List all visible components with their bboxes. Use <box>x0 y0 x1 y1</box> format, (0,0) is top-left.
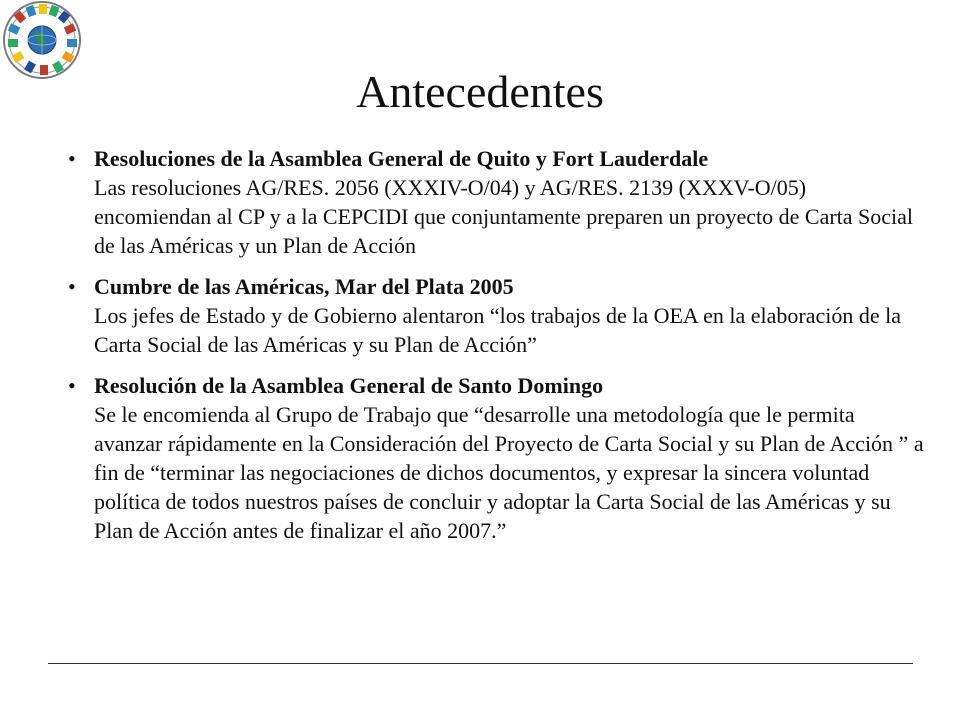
bullet-heading: Resolución de la Asamblea General de Santo Domingo <box>94 373 604 398</box>
bullet-body: Se le encomienda al Grupo de Trabajo que “desarrolle una metodología que le permita avanzar rápidamente en la Consideración del Proyecto de Carta Social y su Plan de Acción ” a fin de “terminar las negociaciones de dichos documentos, y expresar la sincera voluntad política de todos nuestros países de concluir y adoptar la Carta Social de las Américas y su Plan de Acción antes de finalizar el año 2007.” <box>94 402 924 543</box>
list-item <box>64 144 924 260</box>
bullet-body: Las resoluciones AG/RES. 2056 (XXXIV-O/04) y AG/RES. 2139 (XXXV-O/05) encomiendan al CP y a la CEPCIDI que conjuntamente preparen un proyecto de Carta Social de las Américas y un Plan de Acción <box>94 175 914 258</box>
bullet-heading: Resoluciones de la Asamblea General de Quito y Fort Lauderdale <box>94 146 709 171</box>
bullet-dot-icon: • <box>68 274 76 299</box>
bullet-body: Los jefes de Estado y de Gobierno alentaron “los trabajos de la OEA en la elaboración de la Carta Social de las Américas y su Plan de Acción” <box>94 303 901 357</box>
list-item <box>64 371 924 545</box>
list-item <box>64 272 924 359</box>
bullet-dot-icon: • <box>68 146 76 171</box>
bullet-list <box>64 144 924 557</box>
bullet-dot-icon: • <box>68 373 76 398</box>
footer-divider <box>48 663 913 664</box>
slide-title: Antecedentes <box>356 66 604 117</box>
bullet-heading: Cumbre de las Américas, Mar del Plata 2005 <box>94 274 514 299</box>
